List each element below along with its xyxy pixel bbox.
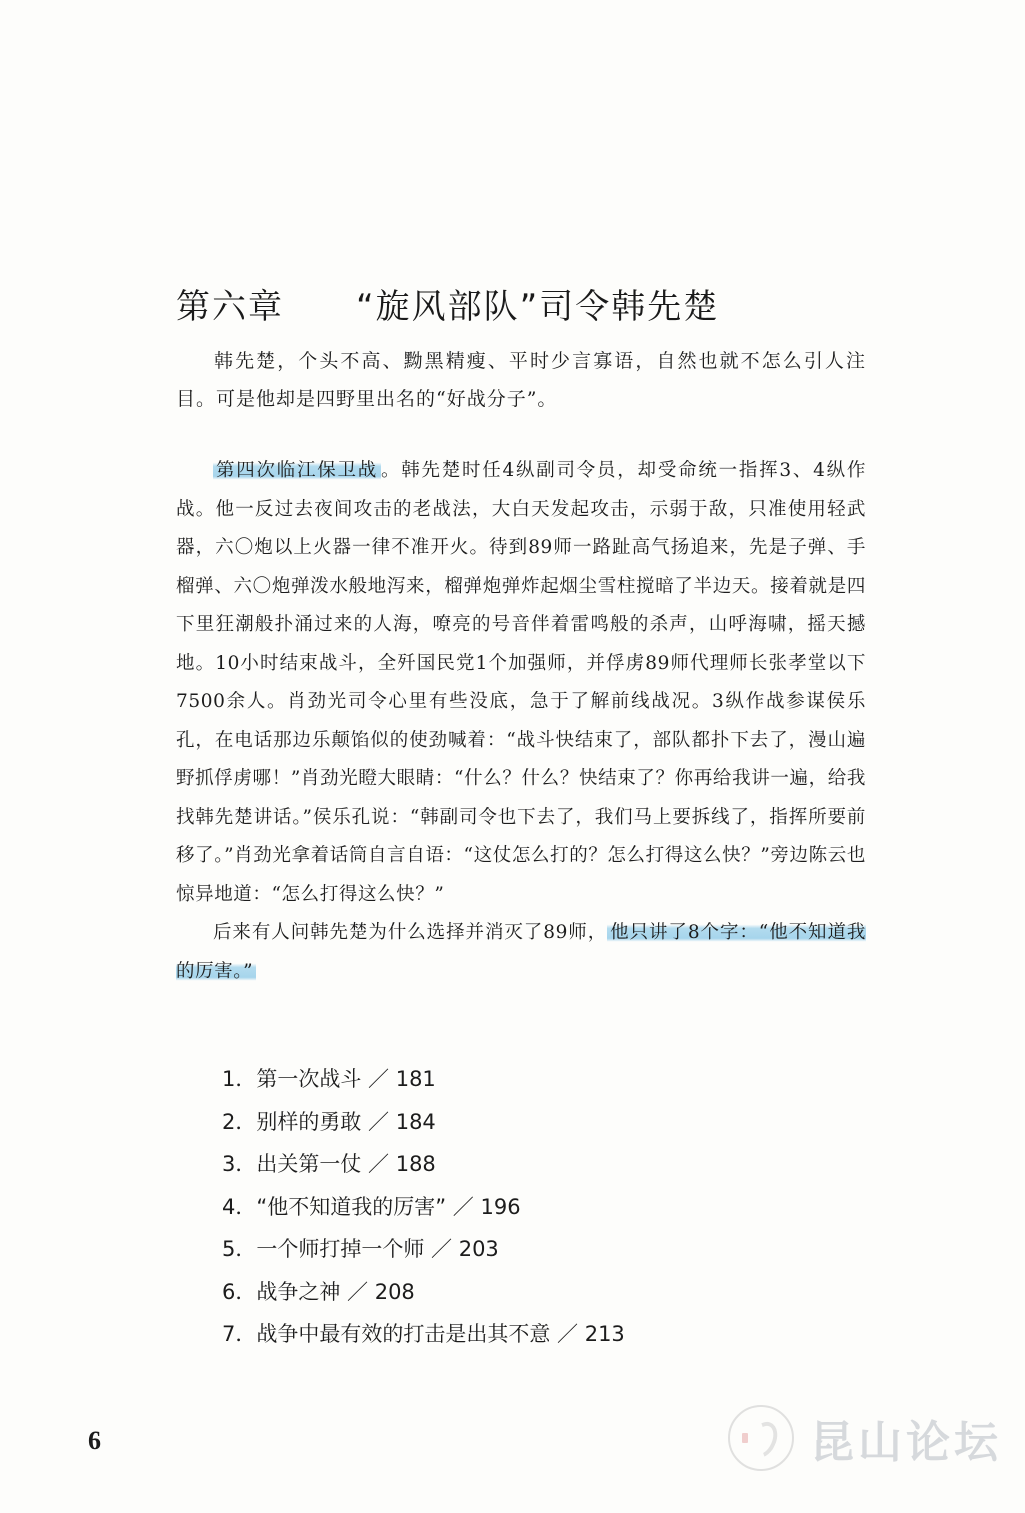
body-paragraph-1 — [176, 452, 866, 914]
toc-item: 3．出关第一仗 ／ 188 — [222, 1152, 436, 1176]
toc-item: 1．第一次战斗 ／ 181 — [222, 1067, 436, 1091]
chapter-intro — [176, 342, 866, 418]
body-paragraph-1-text: 。韩先楚时任4纵副司令员，却受命统一指挥3、4纵作战。他一反过去夜间攻击的老战法，大白天发起攻击，示弱于敌，只准使用轻武器，六〇炮以上火器一律不准开火。待到89师一路趾高气扬追来，先是子弹、手榴弹、六〇炮弹泼水般地泻来，榴弹炮弹炸起烟尘雪柱搅暗了半边天。接着就是四下里狂潮般扑涌过来的人海，嘹亮的号音伴着雷鸣般的杀声，山呼海啸，摇天撼地。10小时结束战斗，全歼国民党1个加强师，并俘虏89师代理师长张孝堂以下7500余人。肖劲光司令心里有些没底，急于了解前线战况。3纵作战参谋侯乐孔，在电话那边乐颠馅似的使劲喊着：“战斗快结束了，部队都扑下去了，漫山遍野抓俘虏哪！”肖劲光瞪大眼睛：“什么？什么？快结束了？你再给我讲一遍，给我找韩先楚讲话。”侯乐孔说：“韩副司令也下去了，我们马上要拆线了，指挥所要前移了。”肖劲光拿着话筒自言自语：“这仗怎么打的？怎么打得这么快？”旁边陈云也惊异地道：“怎么打得这么快？” — [176, 460, 866, 905]
toc-item: 7．战争中最有效的打击是出其不意 ／ 213 — [222, 1322, 625, 1346]
highlighted-quote: 他只讲了8个字：“他不知道我的厉害。” — [176, 922, 866, 982]
chapter-title: 第六章 “旋风部队”司令韩先楚 — [176, 286, 720, 327]
table-of-contents — [222, 1058, 822, 1356]
body-paragraph-2-text: 后来有人问韩先楚为什么选择并消灭了89师， — [213, 922, 608, 943]
kunshan-forum-logo-icon — [728, 1405, 794, 1471]
chapter-body — [176, 452, 866, 991]
watermark — [728, 1398, 1018, 1478]
toc-item: 6．战争之神 ／ 208 — [222, 1279, 415, 1304]
toc-item: 4．“他不知道我的厉害” ／ 196 — [222, 1194, 521, 1219]
body-paragraph-2 — [176, 914, 866, 991]
intro-paragraph: 韩先楚，个头不高、黝黑精瘦、平时少言寡语，自然也就不怎么引人注目。可是他却是四野里出名的“好战分子”。 — [176, 350, 866, 410]
watermark-text: 昆山论坛 — [810, 1417, 1002, 1468]
page-number: 6 — [88, 1426, 101, 1455]
toc-item: 2．别样的勇敢 ／ 184 — [222, 1109, 436, 1134]
highlighted-text: 第四次临江保卫战 — [213, 460, 381, 481]
toc-item: 5．一个师打掉一个师 ／ 203 — [222, 1237, 499, 1261]
